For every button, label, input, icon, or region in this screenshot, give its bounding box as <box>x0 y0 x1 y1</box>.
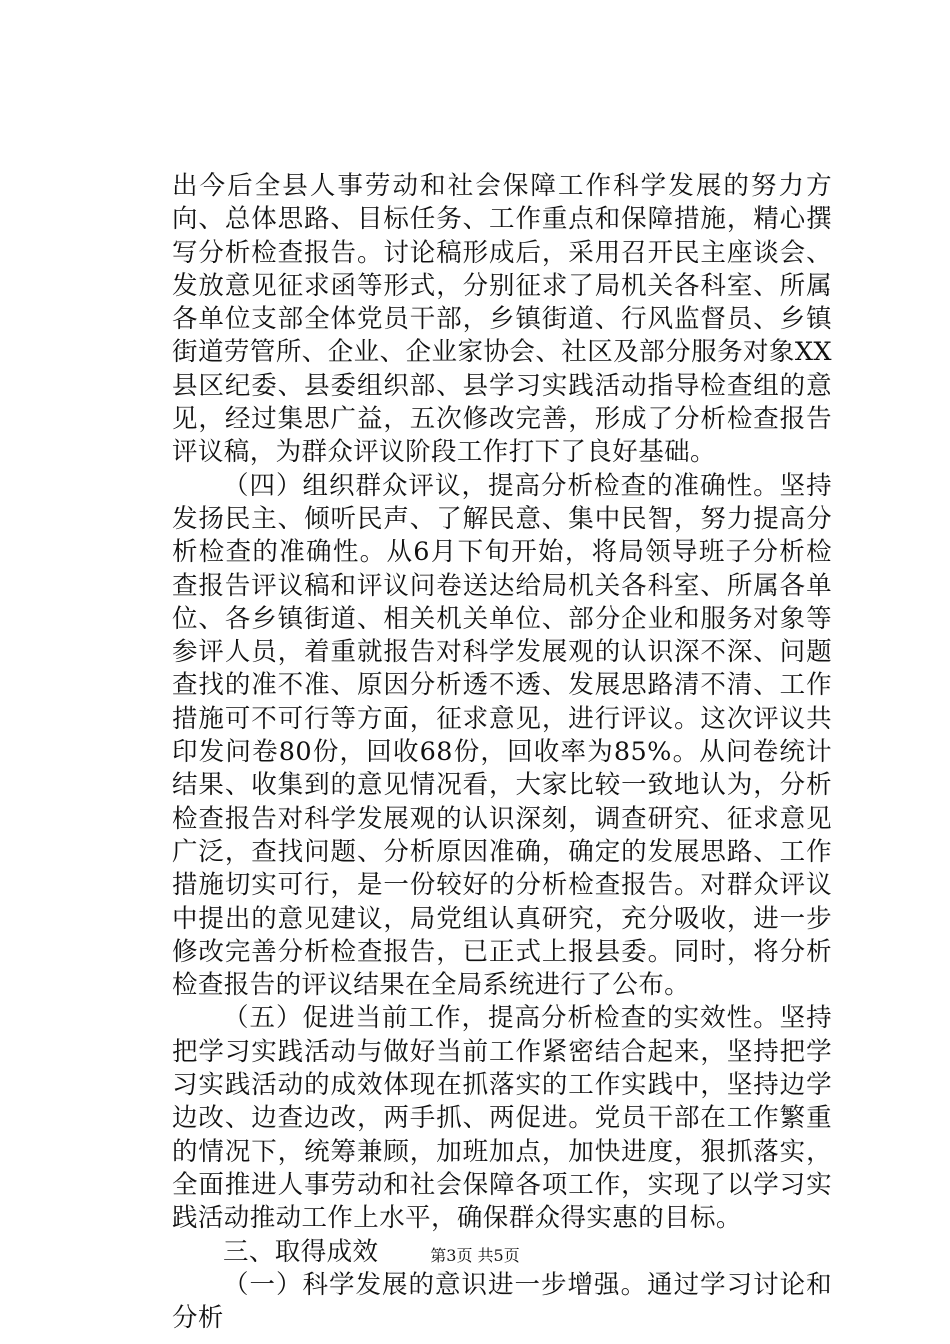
document-body <box>172 170 832 1335</box>
page-number-footer: 第3页 共5页 <box>430 1246 520 1265</box>
paragraph-continuation: 出今后全县人事劳动和社会保障工作科学发展的努力方向、总体思路、目标任务、工作重点和保障措施，精心撰写分析检查报告。讨论稿形成后，采用召开民主座谈会、发放意见征求函等形式，分别征求了局机关各科室、所属各单位支部全体党员干部，乡镇街道、行风监督员、乡镇街道劳管所、企业、企业家协会、社区及部分服务对象XX县区纪委、县委组织部、县学习实践活动指导检查组的意见，经过集思广益，五次修改完善，形成了分析检查报告评议稿，为群众评议阶段工作打下了良好基础。 <box>172 171 832 468</box>
paragraph-section-five: （五）促进当前工作，提高分析检查的实效性。坚持把学习实践活动与做好当前工作紧密结合起来，坚持把学习实践活动的成效体现在抓落实的工作实践中，坚持边学边改、边查边改，两手抓、两促进。党员干部在工作繁重的情况下，统筹兼顾，加班加点，加快进度，狠抓落实，全面推进人事劳动和社会保障各项工作，实现了以学习实践活动推动工作上水平，确保群众得实惠的目标。 <box>172 1003 832 1234</box>
paragraph-section-four: （四）组织群众评议，提高分析检查的准确性。坚持发扬民主、倾听民声、了解民意、集中民智，努力提高分析检查的准确性。从6月下旬开始，将局领导班子分析检查报告评议稿和评议问卷送达给局机关各科室、所属各单位、各乡镇街道、相关机关单位、部分企业和服务对象等参评人员，着重就报告对科学发展观的认识深不深、问题查找的准不准、原因分析透不透、发展思路清不清、工作措施可不可行等方面，征求意见，进行评议。这次评议共印发问卷80份，回收68份，回收率为85%。从问卷统计结果、收集到的意见情况看，大家比较一致地认为，分析检查报告对科学发展观的认识深刻，调查研究、征求意见广泛，查找问题、分析原因准确，确定的发展思路、工作措施切实可行，是一份较好的分析检查报告。对群众评议中提出的意见建议，局党组认真研究，充分吸收，进一步修改完善分析检查报告，已正式上报县委。同时，将分析检查报告的评议结果在全局系统进行了公布。 <box>172 470 832 1001</box>
paragraph-achievement-one: （一）科学发展的意识进一步增强。通过学习讨论和分析 <box>172 1269 832 1334</box>
heading-achievements: 三、取得成效 <box>223 1236 379 1267</box>
